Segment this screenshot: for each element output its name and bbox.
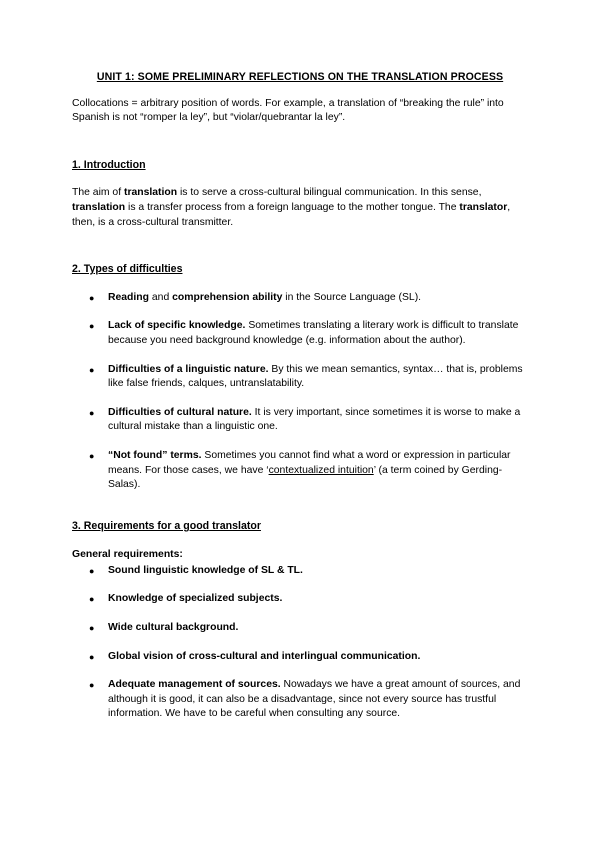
bullet-icon: ● — [89, 292, 95, 303]
document-page — [72, 70, 528, 736]
bold-term: Sound linguistic knowledge of SL & TL. — [108, 564, 303, 576]
list-item — [72, 291, 528, 306]
bold-term: Knowledge of specialized subjects. — [108, 593, 283, 605]
bullet-icon: ● — [89, 623, 95, 634]
text-run: By this we mean semantics, syntax… that is, problems like false friends, calques, untranslatability. — [108, 363, 523, 390]
list-item — [72, 650, 528, 665]
section-heading-difficulties: 2. Types of difficulties — [72, 263, 183, 276]
bullet-icon: ● — [89, 680, 95, 691]
text-run: Sometimes translating a literary work is difficult to translate because you need background knowledge (e.g. information about the author). — [108, 320, 519, 346]
general-requirements-label: General requirements: — [72, 549, 183, 561]
bold-term: Reading — [108, 291, 149, 303]
list-item — [72, 621, 528, 636]
list-item — [72, 449, 528, 493]
list-item — [72, 592, 528, 607]
bold-term: translator — [459, 201, 508, 213]
bold-term: comprehension ability — [172, 291, 283, 303]
bold-term: Lack of specific knowledge. — [108, 320, 246, 332]
introduction-paragraph — [72, 186, 528, 230]
bold-term: Adequate management of sources. — [108, 679, 281, 691]
list-item — [72, 406, 528, 435]
bold-term: Difficulties of cultural nature. — [108, 406, 252, 418]
text-run: is a transfer process from a foreign language to the mother tongue. The — [125, 201, 460, 213]
list-item — [72, 564, 528, 579]
bold-term: Difficulties of a linguistic nature. — [108, 363, 269, 375]
text-run: It is very important, since sometimes it is worse to make a cultural mistake than a linguistic one. — [108, 406, 521, 433]
bullet-icon: ● — [89, 565, 95, 576]
bold-term: Global vision of cross-cultural and interlingual communication. — [108, 650, 421, 662]
text-run: in the Source Language (SL). — [282, 291, 422, 303]
list-item — [72, 678, 528, 722]
bold-term: translation — [123, 187, 178, 199]
bold-term: translation — [72, 201, 126, 213]
difficulties-list — [72, 291, 528, 493]
text-run: Nowadays we have a great amount of sources, and although it is good, it can also be a disadvantage, since not every source has trustful information. We have to be careful when consulting any source. — [108, 679, 521, 720]
section-heading-introduction: 1. Introduction — [72, 158, 146, 171]
bullet-icon: ● — [89, 321, 95, 332]
bullet-icon: ● — [89, 651, 95, 662]
requirements-list — [72, 564, 528, 722]
text-run: ’ (a term coined by Gerding-Salas). — [108, 464, 503, 491]
bold-term: Wide cultural background. — [108, 622, 239, 634]
text-run: and — [149, 291, 173, 303]
underlined-term: contextualized intuition — [268, 464, 374, 476]
page-title: UNIT 1: SOME PRELIMINARY REFLECTIONS ON THE TRANSLATION PROCESS — [96, 71, 504, 83]
intro-paragraph: Collocations = arbitrary position of words. For example, a translation of “breaking the rule” into Spanish is not “romper la ley”, but “violar/quebrantar la ley”. — [72, 97, 504, 124]
bold-term: “Not found” terms. — [108, 449, 202, 461]
bullet-icon: ● — [89, 407, 95, 418]
list-item — [72, 319, 528, 348]
bullet-icon: ● — [89, 594, 95, 605]
bullet-icon: ● — [89, 450, 95, 461]
bullet-icon: ● — [89, 364, 95, 375]
section-heading-requirements: 3. Requirements for a good translator — [72, 519, 261, 532]
text-run: Sometimes you cannot find what a word or expression in particular means. For those cases, we have ‘ — [108, 449, 511, 476]
text-run: The aim of — [72, 187, 124, 199]
list-item — [72, 363, 528, 392]
text-run: is to serve a cross-cultural bilingual communication. In this sense, — [177, 187, 482, 199]
text-run: , then, is a cross-cultural transmitter. — [72, 201, 511, 228]
